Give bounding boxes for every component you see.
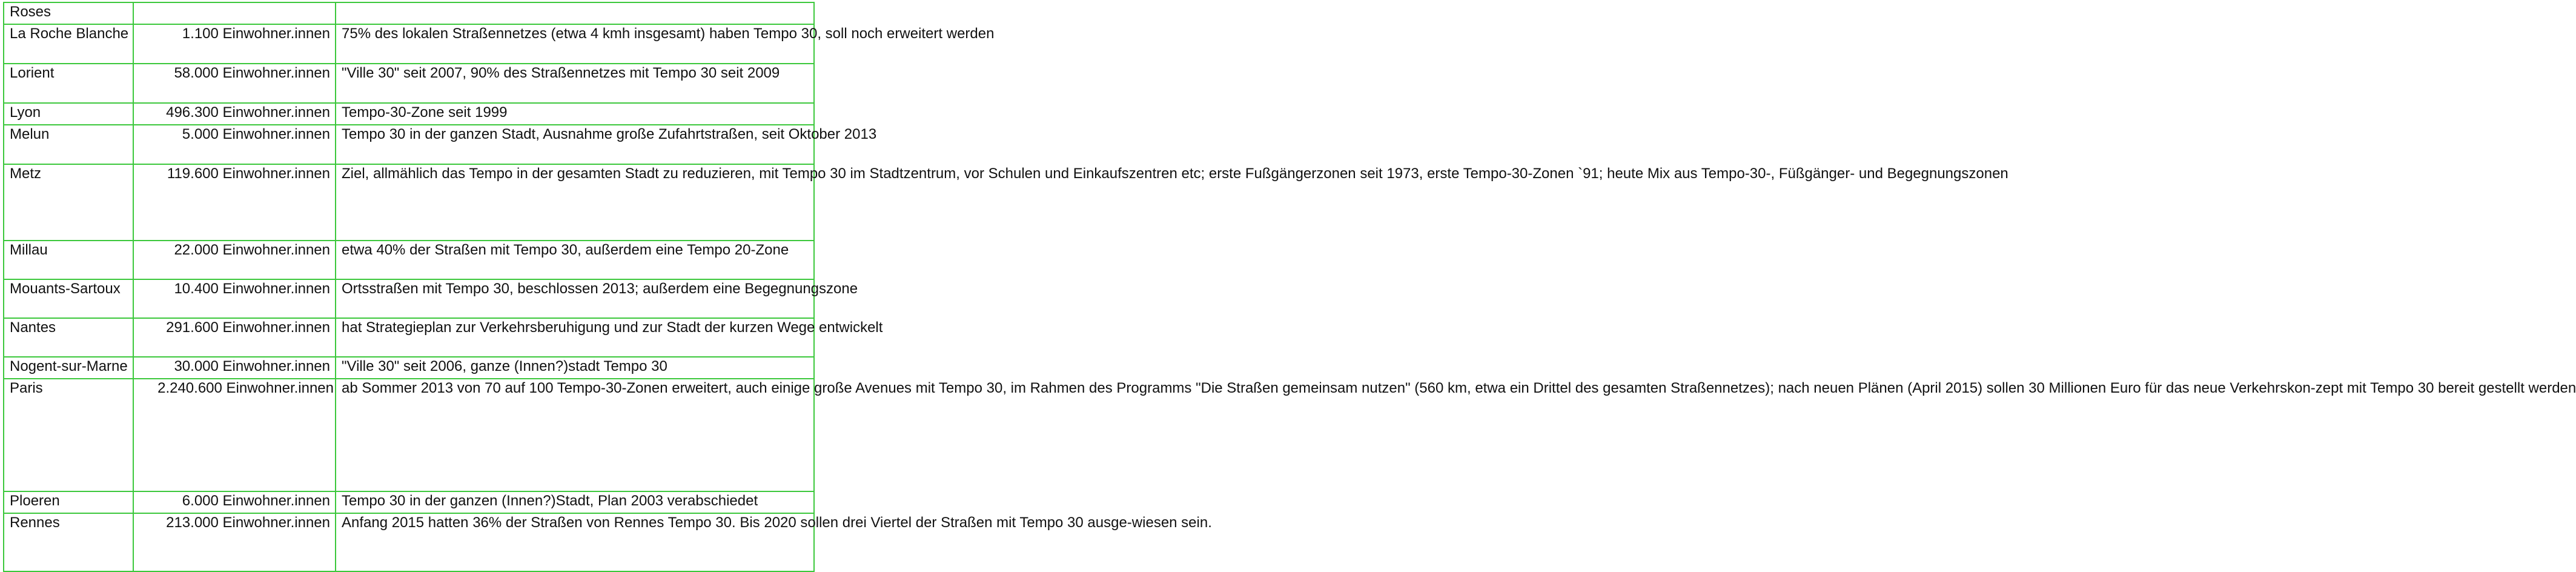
population-cell: 5.000 Einwohner.innen	[133, 125, 336, 164]
table-row	[4, 513, 814, 571]
note-cell: ab Sommer 2013 von 70 auf 100 Tempo-30-Zonen erweitert, auch einige große Avenues mit Tempo 30, im Rahmen des Programms "Die Straßen gemeinsam nutzen" (560 km, etwa ein Drittel des gesamten Straßennetzes); nach neuen Plänen (April 2015) sollen 30 Millionen Euro für das neue Verkehrskon-zept mit Tempo 30 bereit gestellt werden	[336, 379, 814, 491]
population-cell: 22.000 Einwohner.innen	[133, 241, 336, 279]
population-cell: 1.100 Einwohner.innen	[133, 24, 336, 64]
note-cell	[336, 2, 814, 24]
city-cell: Mouants-Sartoux	[4, 279, 133, 318]
city-cell: Ploeren	[4, 491, 133, 513]
population-cell: 6.000 Einwohner.innen	[133, 491, 336, 513]
city-cell: Lorient	[4, 64, 133, 103]
table-row	[4, 491, 814, 513]
city-cell: La Roche Blanche	[4, 24, 133, 64]
note-cell: "Ville 30" seit 2007, 90% des Straßennetzes mit Tempo 30 seit 2009	[336, 64, 814, 103]
table-row	[4, 2, 814, 24]
city-cell: Metz	[4, 164, 133, 241]
table-row	[4, 357, 814, 379]
table-row	[4, 24, 814, 64]
city-cell: Nantes	[4, 318, 133, 357]
population-cell: 496.300 Einwohner.innen	[133, 103, 336, 125]
note-cell: etwa 40% der Straßen mit Tempo 30, außerdem eine Tempo 20-Zone	[336, 241, 814, 279]
population-cell: 58.000 Einwohner.innen	[133, 64, 336, 103]
table-row	[4, 164, 814, 241]
note-cell: Anfang 2015 hatten 36% der Straßen von Rennes Tempo 30. Bis 2020 sollen drei Viertel der Straßen mit Tempo 30 ausge-wiesen sein.	[336, 513, 814, 571]
city-cell: Paris	[4, 379, 133, 491]
cities-table	[3, 2, 2576, 572]
table-row	[4, 64, 814, 103]
population-cell	[133, 2, 336, 24]
city-cell: Millau	[4, 241, 133, 279]
note-cell: 75% des lokalen Straßennetzes (etwa 4 kmh insgesamt) haben Tempo 30, soll noch erweitert werden	[336, 24, 814, 64]
table-row	[4, 279, 814, 318]
city-cell: Roses	[4, 2, 133, 24]
city-cell: Nogent-sur-Marne	[4, 357, 133, 379]
note-cell: Ziel, allmählich das Tempo in der gesamten Stadt zu reduzieren, mit Tempo 30 im Stadtzentrum, vor Schulen und Einkaufszentren etc; erste Fußgängerzonen seit 1973, erste Tempo-30-Zonen `91; heute Mix aus Tempo-30-, Füßgänger- und Begegnungszonen	[336, 164, 814, 241]
note-cell: Tempo-30-Zone seit 1999	[336, 103, 814, 125]
city-cell: Melun	[4, 125, 133, 164]
population-cell: 30.000 Einwohner.innen	[133, 357, 336, 379]
table-row	[4, 241, 814, 279]
table-row	[4, 379, 814, 491]
note-cell: Tempo 30 in der ganzen Stadt, Ausnahme große Zufahrtstraßen, seit Oktober 2013	[336, 125, 814, 164]
city-cell: Lyon	[4, 103, 133, 125]
table-row	[4, 318, 814, 357]
population-cell: 291.600 Einwohner.innen	[133, 318, 336, 357]
table-row	[4, 125, 814, 164]
table-row	[4, 103, 814, 125]
note-cell: hat Strategieplan zur Verkehrsberuhigung und zur Stadt der kurzen Wege entwickelt	[336, 318, 814, 357]
population-cell: 119.600 Einwohner.innen	[133, 164, 336, 241]
city-cell: Rennes	[4, 513, 133, 571]
population-cell: 10.400 Einwohner.innen	[133, 279, 336, 318]
population-cell: 2.240.600 Einwohner.innen	[133, 379, 336, 491]
population-cell: 213.000 Einwohner.innen	[133, 513, 336, 571]
note-cell: Tempo 30 in der ganzen (Innen?)Stadt, Plan 2003 verabschiedet	[336, 491, 814, 513]
note-cell: Ortsstraßen mit Tempo 30, beschlossen 2013; außerdem eine Begegnungszone	[336, 279, 814, 318]
note-cell: "Ville 30" seit 2006, ganze (Innen?)stadt Tempo 30	[336, 357, 814, 379]
